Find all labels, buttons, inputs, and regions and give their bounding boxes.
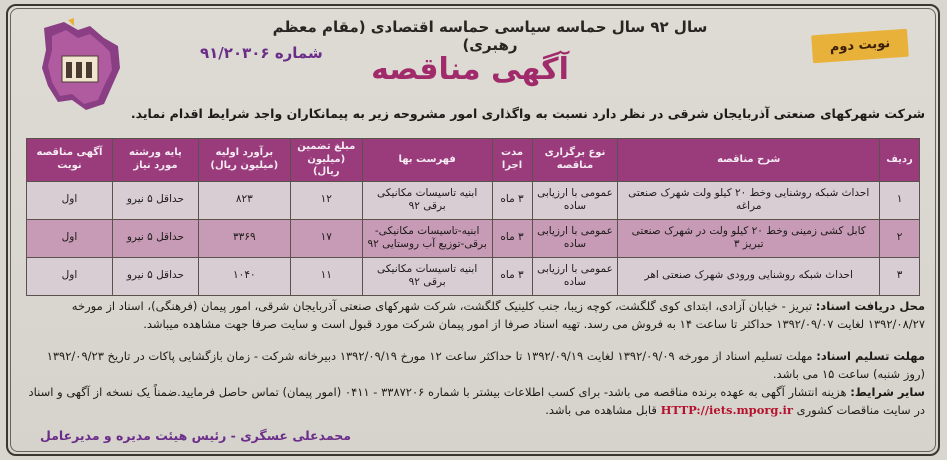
deadline-section [25,348,925,384]
cell-pricelist: ابنیه-تاسیسات مکانیکی-برقی-توزیع آب روستایی ۹۲ [362,219,492,257]
cell-duration: ۳ ماه [492,219,532,257]
col-round: آگهی مناقصه نوبت [27,139,113,182]
signature: محمدعلی عسگری - رئیس هیئت مدیره و مدیرعامل [40,428,351,443]
col-guarantee: مبلغ تضمین (میلیون ریال) [290,139,362,182]
other-conditions-section [25,384,925,420]
cell-round: اول [27,219,113,257]
other-conditions-tail: قابل مشاهده می باشد. [545,402,657,417]
cell-guarantee: ۱۱ [290,257,362,295]
table-row [27,181,920,219]
cell-estimate: ۸۲۳ [198,181,290,219]
iran-map-logo-icon [34,16,126,116]
round-badge: نوبت دوم [811,29,909,64]
cell-type: عمومی با ارزیابی ساده [532,257,618,295]
col-duration: مدت اجرا [492,139,532,182]
cell-desc: کابل کشی زمینی وخط ۲۰ کیلو ولت در شهرک صنعتی تبریز ۳ [618,219,880,257]
cell-grade: حداقل ۵ نیرو [112,257,198,295]
other-conditions-text: هزینه انتشار آگهی به عهده برنده مناقصه می باشد- برای کسب اطلاعات بیشتر با شماره ۳۳۸۷۲۰۶ - ۰۴۱۱ (امور پیمان) تماس حاصل فرمایید.ضمناً یک نسخه از آگهی و اسناد در سایت مناقصات کشوری [28,385,925,417]
cell-pricelist: ابنیه تاسیسات مکانیکی برقی ۹۲ [362,181,492,219]
notice-number-label: شماره [274,44,323,62]
year-slogan: سال ۹۲ سال حماسه سیاسی حماسه اقتصادی (مقام معظم رهبری) [272,18,708,54]
col-grade: پایه ورشته مورد نیاز [112,139,198,182]
col-row: ردیف [880,139,920,182]
cell-row: ۲ [880,219,920,257]
table-header-row [27,139,920,182]
table-row [27,257,920,295]
cell-type: عمومی با ارزیابی ساده [532,181,618,219]
page-title: آگهی مناقصه [371,52,569,87]
cell-desc: احداث شبکه روشنایی وخط ۲۰ کیلو ولت شهرک صنعتی مراغه [618,181,880,219]
cell-type: عمومی با ارزیابی ساده [532,219,618,257]
cell-grade: حداقل ۵ نیرو [112,219,198,257]
cell-desc: احداث شبکه روشنایی ورودی شهرک صنعتی اهر [618,257,880,295]
cell-duration: ۳ ماه [492,257,532,295]
cell-row: ۱ [880,181,920,219]
col-estimate: برآورد اولیه (میلیون ریال) [198,139,290,182]
intro-text: شرکت شهرکهای صنعتی آذربایجان شرقی در نظر دارد نسبت به واگذاری امور مشروحه زیر به پیمانکاران واجد شرایط اقدام نماید. [130,106,925,121]
cell-pricelist: ابنیه تاسیسات مکانیکی برقی ۹۲ [362,257,492,295]
col-type: نوع برگزاری مناقصه [532,139,618,182]
deadline-text: مهلت تسلیم اسناد از مورخه ۱۳۹۲/۰۹/۰۹ لغایت ۱۳۹۲/۰۹/۱۹ تا حداکثر ساعت ۱۲ مورخ ۱۳۹۲/۰۹/۱۹ دبیرخانه شرکت - زمان بازگشایی پاکات در تاریخ ۱۳۹۲/۰۹/۲۳ (روز شنبه) ساعت ۱۵ می باشد. [46,349,925,381]
col-pricelist: فهرست بها [362,139,492,182]
deadline-label: مهلت تسلیم اسناد: [816,349,925,363]
cell-round: اول [27,257,113,295]
cell-estimate: ۳۳۶۹ [198,219,290,257]
col-desc: شرح مناقصه [618,139,880,182]
notice-number [200,44,323,62]
cell-estimate: ۱۰۴۰ [198,257,290,295]
cell-grade: حداقل ۵ نیرو [112,181,198,219]
cell-round: اول [27,181,113,219]
table-row [27,219,920,257]
cell-row: ۳ [880,257,920,295]
cell-duration: ۳ ماه [492,181,532,219]
notice-number-value: ۹۱/۲۰۳۰۶ [200,44,270,62]
cell-guarantee: ۱۲ [290,181,362,219]
receive-docs-section [25,298,925,334]
tender-table [26,138,920,296]
other-conditions-label: سایر شرایط: [850,385,925,399]
cell-guarantee: ۱۷ [290,219,362,257]
tender-site-link[interactable]: HTTP://iets.mporg.ir [660,402,793,417]
receive-docs-text: تبریز - خیابان آزادی، ابتدای کوی گلگشت، کوچه زیبا، جنب کلینیک گلگشت، شرکت شهرکهای صنعتی آذربایجان شرقی، امور پیمان (فرهنگی)، اسناد از مورخه ۱۳۹۲/۰۸/۲۷ لغایت ۱۳۹۲/۰۹/۰۷ حداکثر تا ساعت ۱۴ به فروش می رسد. تهیه اسناد صرفا از امور پیمان شرکت مورد قبول است و سایت صرفا جهت مشاهده میباشد. [71,299,925,331]
receive-docs-label: محل دریافت اسناد: [815,299,925,313]
